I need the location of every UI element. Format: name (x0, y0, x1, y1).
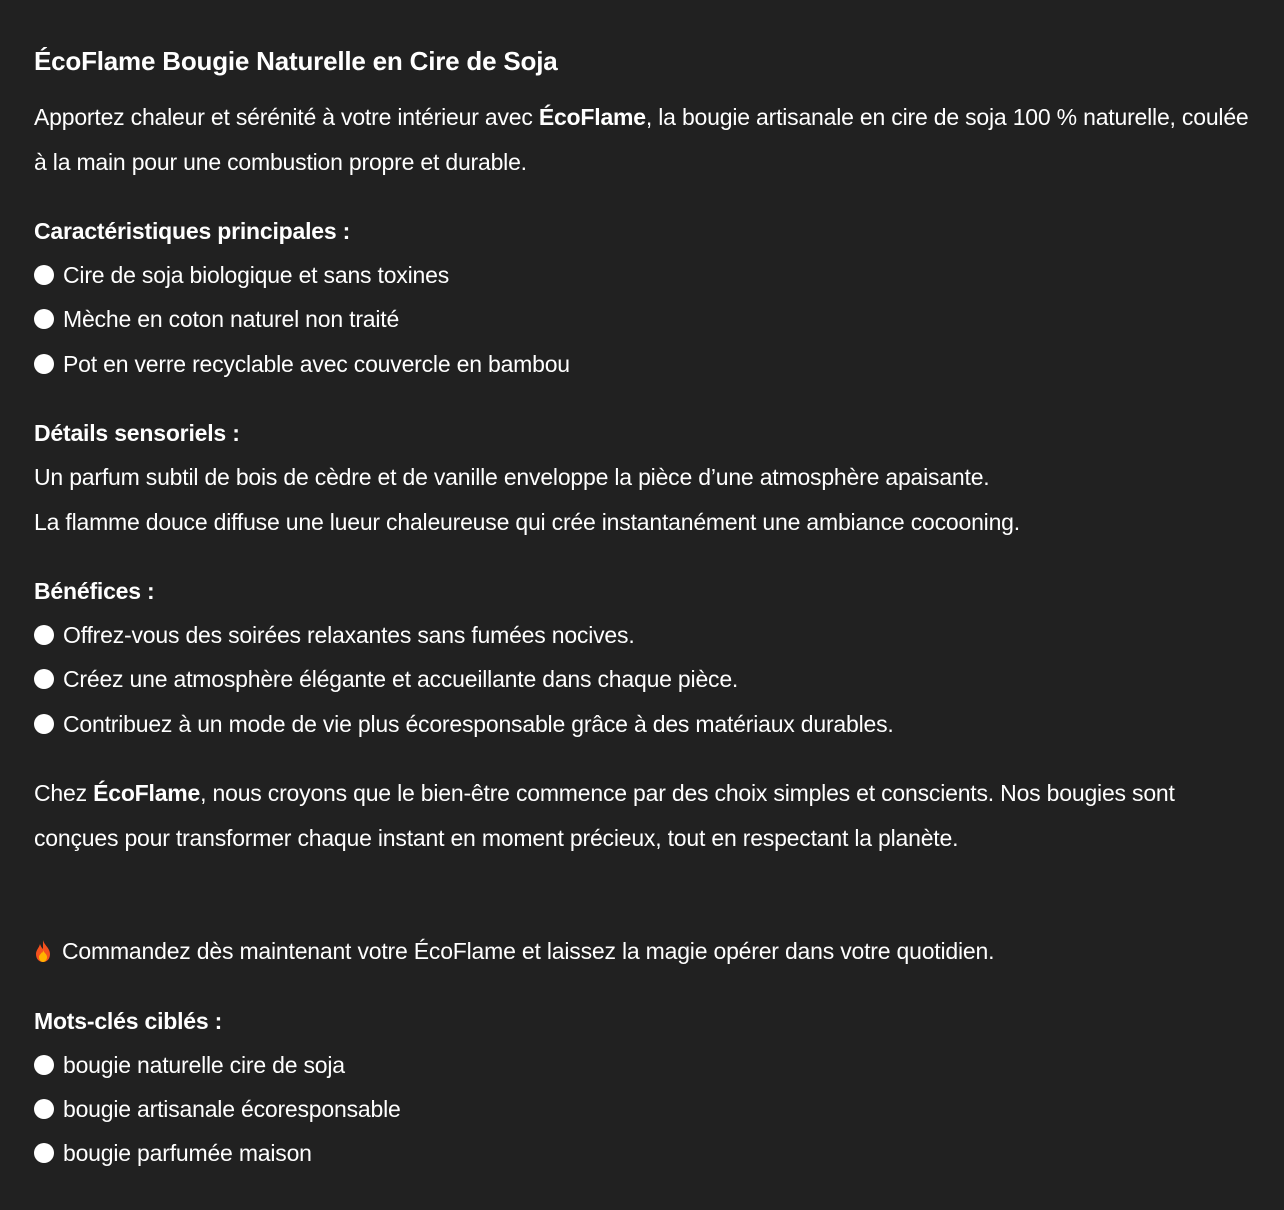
bullet-icon (34, 354, 54, 374)
intro-text-after: , la bougie artisanale en cire de soja 100 % naturelle, coulée à la main pour une combustion propre et durable. (34, 104, 1249, 175)
sensory-line-2: La flamme douce diffuse une lueur chaleureuse qui crée instantanément une ambiance cocooning. (34, 509, 1020, 535)
bullet-icon (34, 625, 54, 645)
list-item-text: bougie artisanale écoresponsable (63, 1096, 401, 1122)
list-item-text: Offrez-vous des soirées relaxantes sans fumées nocives. (63, 622, 635, 648)
list-item (34, 1094, 401, 1124)
fire-icon (34, 939, 52, 961)
page-title: ÉcoFlame Bougie Naturelle en Cire de Soja (34, 46, 558, 76)
list-item-text: Cire de soja biologique et sans toxines (63, 262, 449, 288)
intro-text-before: Apportez chaleur et sérénité à votre intérieur avec (34, 104, 539, 130)
bullet-icon (34, 1099, 54, 1119)
list-item-text: Contribuez à un mode de vie plus écoresponsable grâce à des matériaux durables. (63, 711, 894, 737)
list-item (34, 1050, 345, 1080)
bullet-icon (34, 1143, 54, 1163)
list-item-text: bougie naturelle cire de soja (63, 1052, 345, 1078)
keywords-heading: Mots-clés ciblés : (34, 1008, 223, 1034)
bullet-icon (34, 669, 54, 689)
list-item (34, 304, 399, 334)
bullet-icon (34, 1055, 54, 1075)
features-heading: Caractéristiques principales : (34, 218, 351, 244)
benefits-heading: Bénéfices : (34, 578, 155, 604)
sensory-line-1: Un parfum subtil de bois de cèdre et de vanille enveloppe la pièce d’une atmosphère apaisante. (34, 464, 990, 490)
closing-text-after: , nous croyons que le bien-être commence par des choix simples et conscients. Nos bougies sont conçues pour transformer chaque instant en moment précieux, tout en respectant la planète. (34, 780, 1175, 851)
list-item (34, 664, 738, 694)
list-item (34, 709, 894, 739)
list-item (34, 349, 570, 379)
list-item-text: Créez une atmosphère élégante et accueillante dans chaque pièce. (63, 666, 739, 692)
list-item (34, 1138, 312, 1168)
bullet-icon (34, 309, 54, 329)
list-item-text: Pot en verre recyclable avec couvercle en bambou (63, 351, 570, 377)
closing-brand: ÉcoFlame (93, 780, 201, 806)
list-item-text: bougie parfumée maison (63, 1140, 312, 1166)
list-item-text: Mèche en coton naturel non traité (63, 306, 400, 332)
closing-paragraph (34, 771, 1254, 861)
cta-line (34, 936, 994, 966)
list-item (34, 260, 449, 290)
bullet-icon (34, 714, 54, 734)
list-item (34, 620, 635, 650)
intro-brand: ÉcoFlame (538, 104, 646, 130)
cta-text: Commandez dès maintenant votre ÉcoFlame et laissez la magie opérer dans votre quotidien. (62, 938, 995, 964)
intro-paragraph (34, 95, 1254, 185)
closing-text-before: Chez (34, 780, 94, 806)
bullet-icon (34, 265, 54, 285)
sensory-heading: Détails sensoriels : (34, 420, 240, 446)
